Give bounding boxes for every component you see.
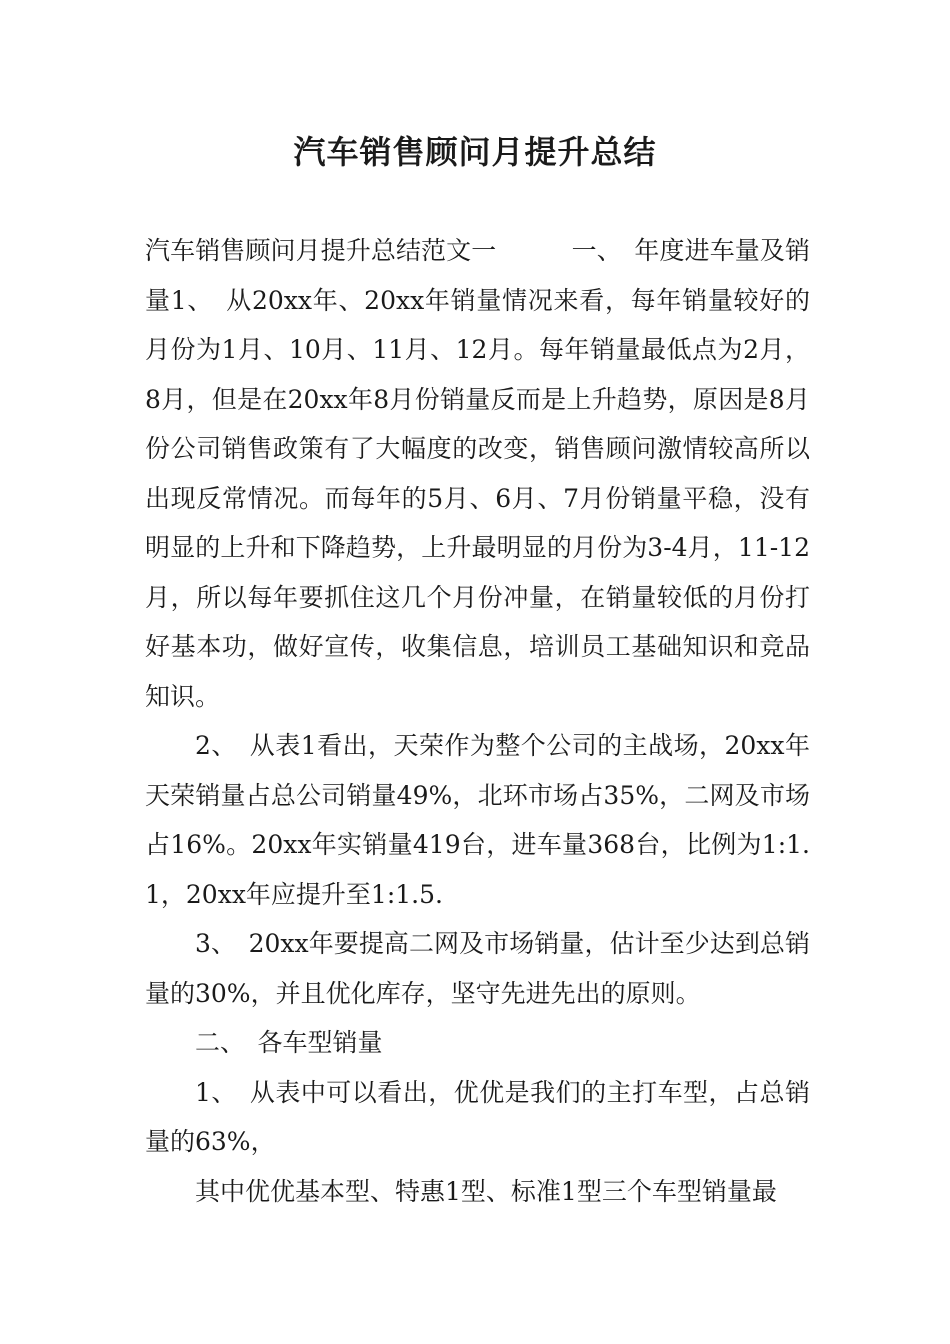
section-heading-2: 二、 各车型销量 <box>195 1028 383 1057</box>
paragraph-3: 3、 20xx年要提高二网及市场销量，估计至少达到总销量的30%，并且优化库存，坚守先进先出的原则。 <box>145 929 810 1008</box>
paragraph-2: 2、 从表1看出，天荣作为整个公司的主战场，20xx年天荣销量占总公司销量49%，北环市场占35%，二网及市场占16%。20xx年实销量419台，进车量368台，比例为1:1.1，20xx年应提升至1:1.5. <box>145 731 810 909</box>
paragraph-4: 1、 从表中可以看出，优优是我们的主打车型，占总销量的63%， <box>145 1077 810 1156</box>
paragraph-5: 其中优优基本型、特惠1型、标准1型三个车型销量最 <box>195 1176 777 1206</box>
paragraph-1: 汽车销售顾问月提升总结范文一 一、 年度进车量及销量1、 从20xx年、20xx年销量情况来看，每年销量较好的月份为1月、10月、11月、12月。每年销量最低点为2月，8月，但是在20xx年8月份销量反而是上升趋势，原因是8月份公司销售政策有了大幅度的改变，销售顾问激情较高所以出现反常情况。而每年的5月、6月、7月份销量平稳，没有明显的上升和下降趋势，上升最明显的月份为3-4月，11-12月，所以每年要抓住这几个月份冲量，在销量较低的月份打好基本功，做好宣传，收集信息，培训员工基础知识和竞品知识。 <box>145 236 810 711</box>
document-body <box>145 226 810 1216</box>
document-title: 汽车销售顾问月提升总结 <box>293 133 657 171</box>
